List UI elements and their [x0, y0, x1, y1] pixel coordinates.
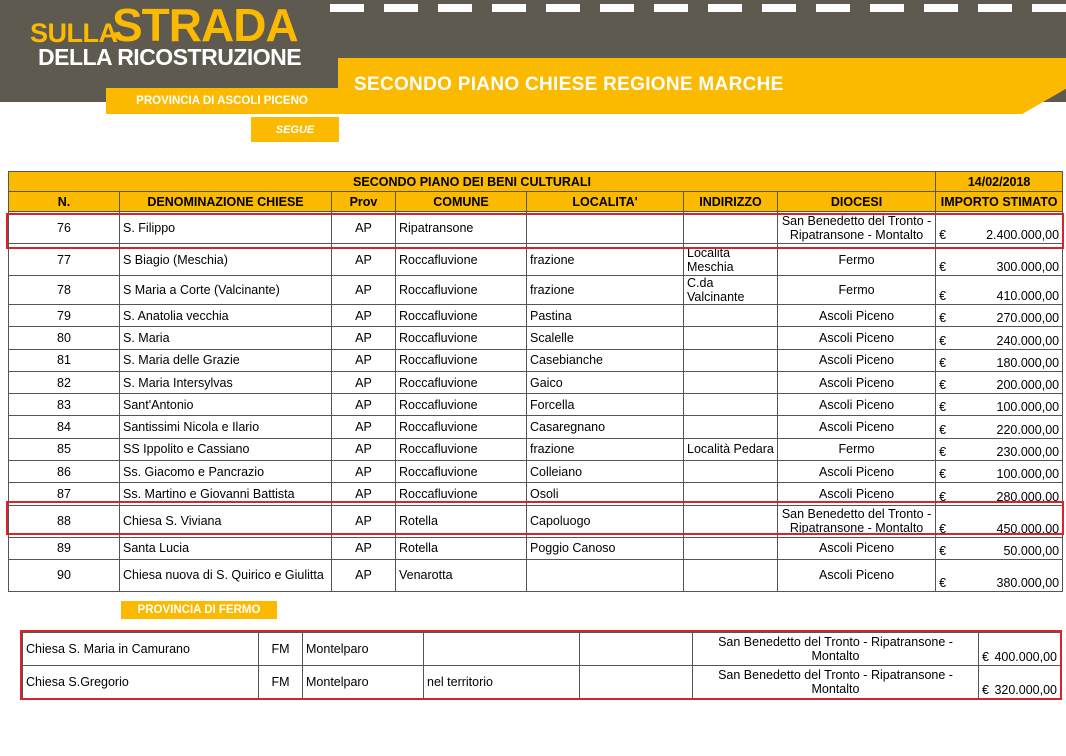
road-dash	[600, 4, 634, 12]
cell-diocesi: San Benedetto del Tronto - Ripatransone - Montalto	[693, 666, 979, 699]
churches-table	[8, 171, 1063, 592]
cell-diocesi: Ascoli Piceno	[778, 327, 936, 349]
cell-indirizzo: C.da Valcinante	[684, 276, 778, 305]
cell-indirizzo	[684, 505, 778, 537]
cell-localita: Scalelle	[527, 327, 684, 349]
importo-cell	[936, 438, 1063, 460]
importo-value: 240.000,00	[996, 333, 1060, 348]
importo-cell	[936, 276, 1063, 305]
table-group-header	[9, 172, 1063, 192]
table-row	[9, 537, 1063, 559]
cell-localita: Pastina	[527, 305, 684, 327]
cell-indirizzo	[684, 349, 778, 371]
euro-sign: €	[939, 467, 947, 482]
road-dash	[546, 4, 580, 12]
cell-n: 85	[9, 438, 120, 460]
fermo-row	[23, 633, 1061, 666]
euro-sign: €	[939, 260, 947, 274]
cell-prov: AP	[332, 461, 396, 483]
euro-sign: €	[939, 445, 947, 460]
importo-cell	[936, 327, 1063, 349]
importo-value: 280.000,00	[996, 489, 1060, 504]
cell-indirizzo	[684, 537, 778, 559]
col-header-localita: LOCALITA'	[527, 192, 684, 212]
euro-sign: €	[939, 543, 947, 558]
cell-comune: Rotella	[396, 505, 527, 537]
cell-localita	[527, 212, 684, 244]
importo-value: 400.000,00	[994, 650, 1057, 664]
importo-cell	[979, 666, 1061, 699]
cell-diocesi: Ascoli Piceno	[778, 305, 936, 327]
cell-prov: FM	[259, 666, 303, 699]
importo-value: 50.000,00	[1003, 543, 1060, 558]
road-dash	[870, 4, 904, 12]
importo-cell	[979, 633, 1061, 666]
cell-comune: Roccafluvione	[396, 305, 527, 327]
cell-comune: Roccafluvione	[396, 483, 527, 505]
cell-diocesi: Ascoli Piceno	[778, 559, 936, 591]
cell-denominazione: SS Ippolito e Cassiano	[120, 438, 332, 460]
importo-value: 450.000,00	[996, 521, 1060, 536]
col-header-indirizzo: INDIRIZZO	[684, 192, 778, 212]
road-dashes	[330, 4, 1066, 14]
cell-comune: Roccafluvione	[396, 327, 527, 349]
table-row	[9, 461, 1063, 483]
euro-sign: €	[939, 355, 947, 370]
cell-localita: Casebianche	[527, 349, 684, 371]
col-header-prov: Prov	[332, 192, 396, 212]
cell-indirizzo	[684, 212, 778, 244]
table-row	[9, 505, 1063, 537]
cell-comune: Roccafluvione	[396, 349, 527, 371]
cell-comune: Ripatransone	[396, 212, 527, 244]
cell-indirizzo	[684, 371, 778, 393]
importo-cell	[936, 371, 1063, 393]
fermo-row	[23, 666, 1061, 699]
cell-localita	[527, 559, 684, 591]
cell-indirizzo	[684, 327, 778, 349]
cell-denominazione: Chiesa S. Maria in Camurano	[23, 633, 259, 666]
table-row	[9, 327, 1063, 349]
cell-indirizzo	[684, 483, 778, 505]
importo-value: 300.000,00	[996, 260, 1060, 274]
euro-sign: €	[939, 489, 947, 504]
cell-n: 86	[9, 461, 120, 483]
importo-value: 410.000,00	[996, 289, 1060, 303]
page-title: SECONDO PIANO CHIESE REGIONE MARCHE	[354, 74, 784, 95]
cell-localita: frazione	[527, 438, 684, 460]
cell-denominazione: S. Maria Intersylvas	[120, 371, 332, 393]
cell-comune: Roccafluvione	[396, 438, 527, 460]
table-row	[9, 394, 1063, 416]
importo-cell	[936, 394, 1063, 416]
cell-diocesi: Ascoli Piceno	[778, 537, 936, 559]
cell-localita: frazione	[527, 276, 684, 305]
importo-cell	[936, 349, 1063, 371]
cell-denominazione: S Biagio (Meschia)	[120, 244, 332, 276]
col-header-diocesi: DIOCESI	[778, 192, 936, 212]
table-column-header	[9, 192, 1063, 212]
cell-diocesi: Fermo	[778, 276, 936, 305]
road-dash	[438, 4, 472, 12]
cell-prov: AP	[332, 349, 396, 371]
logo-text-strada: STRADA	[112, 0, 298, 51]
table-row	[9, 483, 1063, 505]
col-header-importo: IMPORTO STIMATO	[936, 192, 1063, 212]
importo-cell	[936, 483, 1063, 505]
cell-localita: Casaregnano	[527, 416, 684, 438]
importo-cell	[936, 416, 1063, 438]
cell-diocesi: Ascoli Piceno	[778, 461, 936, 483]
table-row	[9, 371, 1063, 393]
cell-diocesi: Fermo	[778, 438, 936, 460]
cell-prov: AP	[332, 559, 396, 591]
cell-prov: AP	[332, 244, 396, 276]
cell-n: 78	[9, 276, 120, 305]
cell-n: 83	[9, 394, 120, 416]
cell-localita: frazione	[527, 244, 684, 276]
cell-indirizzo	[580, 666, 693, 699]
cell-n: 77	[9, 244, 120, 276]
cell-diocesi: Ascoli Piceno	[778, 349, 936, 371]
cell-prov: AP	[332, 327, 396, 349]
cell-localita: Forcella	[527, 394, 684, 416]
group-title: SECONDO PIANO DEI BENI CULTURALI	[9, 172, 936, 192]
cell-denominazione: S. Maria	[120, 327, 332, 349]
cell-n: 76	[9, 212, 120, 244]
importo-cell	[936, 212, 1063, 244]
cell-prov: AP	[332, 416, 396, 438]
cell-indirizzo	[684, 305, 778, 327]
cell-localita	[424, 633, 580, 666]
cell-denominazione: S. Maria delle Grazie	[120, 349, 332, 371]
table-date: 14/02/2018	[936, 172, 1063, 192]
cell-diocesi: San Benedetto del Tronto - Ripatransone - Montalto	[778, 505, 936, 537]
col-header-comune: COMUNE	[396, 192, 527, 212]
road-dash	[924, 4, 958, 12]
col-header-denominazione: DENOMINAZIONE CHIESE	[120, 192, 332, 212]
logo-text-ricostruzione: DELLA RICOSTRUZIONE	[38, 44, 302, 70]
importo-value: 100.000,00	[996, 400, 1060, 415]
cell-indirizzo: Località Meschia	[684, 244, 778, 276]
fermo-province-label: PROVINCIA DI FERMO	[121, 601, 277, 619]
road-dash	[492, 4, 526, 12]
importo-cell	[936, 244, 1063, 276]
road-dash	[1032, 4, 1066, 12]
cell-localita: Osoli	[527, 483, 684, 505]
table-row	[9, 416, 1063, 438]
table-row	[9, 559, 1063, 591]
table-row	[9, 438, 1063, 460]
cell-comune: Montelparo	[303, 666, 424, 699]
cell-n: 79	[9, 305, 120, 327]
table-row	[9, 349, 1063, 371]
importo-value: 100.000,00	[996, 467, 1060, 482]
euro-sign: €	[939, 333, 947, 348]
euro-sign: €	[982, 683, 989, 697]
euro-sign: €	[939, 400, 947, 415]
cell-prov: AP	[332, 438, 396, 460]
table-row	[9, 305, 1063, 327]
province-label: PROVINCIA DI ASCOLI PICENO	[106, 88, 338, 114]
cell-prov: AP	[332, 505, 396, 537]
importo-value: 380.000,00	[996, 575, 1060, 590]
importo-value: 320.000,00	[994, 683, 1057, 697]
cell-n: 90	[9, 559, 120, 591]
cell-n: 88	[9, 505, 120, 537]
cell-diocesi: Ascoli Piceno	[778, 371, 936, 393]
road-dash	[762, 4, 796, 12]
cell-n: 82	[9, 371, 120, 393]
cell-indirizzo	[684, 559, 778, 591]
cell-denominazione: S. Anatolia vecchia	[120, 305, 332, 327]
cell-diocesi: Ascoli Piceno	[778, 416, 936, 438]
cell-denominazione: Sant'Antonio	[120, 394, 332, 416]
cell-comune: Roccafluvione	[396, 416, 527, 438]
euro-sign: €	[939, 228, 947, 242]
cell-n: 80	[9, 327, 120, 349]
cell-n: 87	[9, 483, 120, 505]
cell-diocesi: Ascoli Piceno	[778, 394, 936, 416]
cell-localita: Poggio Canoso	[527, 537, 684, 559]
euro-sign: €	[939, 289, 947, 303]
cell-denominazione: Santissimi Nicola e Ilario	[120, 416, 332, 438]
importo-cell	[936, 537, 1063, 559]
segue-label: SEGUE	[251, 117, 339, 142]
logo-text-sulla: SULLA	[30, 18, 118, 48]
importo-value: 2.400.000,00	[986, 228, 1060, 242]
cell-comune: Venarotta	[396, 559, 527, 591]
road-dash	[330, 4, 364, 12]
euro-sign: €	[939, 378, 947, 393]
cell-prov: AP	[332, 537, 396, 559]
cell-prov: AP	[332, 371, 396, 393]
road-dash	[816, 4, 850, 12]
cell-comune: Montelparo	[303, 633, 424, 666]
cell-localita: Gaico	[527, 371, 684, 393]
cell-denominazione: Chiesa nuova di S. Quirico e Giulitta	[120, 559, 332, 591]
cell-comune: Roccafluvione	[396, 394, 527, 416]
cell-localita: nel territorio	[424, 666, 580, 699]
cell-indirizzo	[684, 461, 778, 483]
euro-sign: €	[939, 575, 947, 590]
table-row	[9, 244, 1063, 276]
euro-sign: €	[939, 422, 947, 437]
importo-value: 180.000,00	[996, 355, 1060, 370]
cell-indirizzo	[684, 394, 778, 416]
cell-comune: Roccafluvione	[396, 276, 527, 305]
cell-prov: AP	[332, 212, 396, 244]
importo-value: 270.000,00	[996, 311, 1060, 326]
fermo-table	[22, 632, 1061, 699]
road-dash	[384, 4, 418, 12]
cell-prov: FM	[259, 633, 303, 666]
cell-n: 89	[9, 537, 120, 559]
cell-denominazione: S Maria a Corte (Valcinante)	[120, 276, 332, 305]
euro-sign: €	[982, 650, 989, 664]
cell-comune: Roccafluvione	[396, 371, 527, 393]
cell-denominazione: Chiesa S. Viviana	[120, 505, 332, 537]
cell-diocesi: San Benedetto del Tronto - Ripatransone - Montalto	[778, 212, 936, 244]
cell-indirizzo	[684, 416, 778, 438]
road-dash	[978, 4, 1012, 12]
cell-comune: Roccafluvione	[396, 244, 527, 276]
table-row	[9, 276, 1063, 305]
cell-denominazione: Ss. Martino e Giovanni Battista	[120, 483, 332, 505]
col-header-n: N.	[9, 192, 120, 212]
cell-denominazione: Santa Lucia	[120, 537, 332, 559]
importo-value: 220.000,00	[996, 422, 1060, 437]
cell-indirizzo	[580, 633, 693, 666]
importo-cell	[936, 505, 1063, 537]
importo-value: 230.000,00	[996, 445, 1060, 460]
cell-comune: Roccafluvione	[396, 461, 527, 483]
cell-prov: AP	[332, 394, 396, 416]
cell-denominazione: Chiesa S.Gregorio	[23, 666, 259, 699]
cell-n: 81	[9, 349, 120, 371]
importo-value: 200.000,00	[996, 378, 1060, 393]
cell-diocesi: Fermo	[778, 244, 936, 276]
cell-localita: Colleiano	[527, 461, 684, 483]
road-dash	[654, 4, 688, 12]
cell-denominazione: S. Filippo	[120, 212, 332, 244]
euro-sign: €	[939, 521, 947, 536]
cell-diocesi: San Benedetto del Tronto - Ripatransone - Montalto	[693, 633, 979, 666]
euro-sign: €	[939, 311, 947, 326]
road-dash	[708, 4, 742, 12]
cell-prov: AP	[332, 483, 396, 505]
cell-comune: Rotella	[396, 537, 527, 559]
cell-denominazione: Ss. Giacomo e Pancrazio	[120, 461, 332, 483]
cell-diocesi: Ascoli Piceno	[778, 483, 936, 505]
importo-cell	[936, 461, 1063, 483]
cell-prov: AP	[332, 276, 396, 305]
cell-n: 84	[9, 416, 120, 438]
table-row	[9, 212, 1063, 244]
cell-localita: Capoluogo	[527, 505, 684, 537]
cell-indirizzo: Località Pedara	[684, 438, 778, 460]
cell-prov: AP	[332, 305, 396, 327]
importo-cell	[936, 305, 1063, 327]
importo-cell	[936, 559, 1063, 591]
